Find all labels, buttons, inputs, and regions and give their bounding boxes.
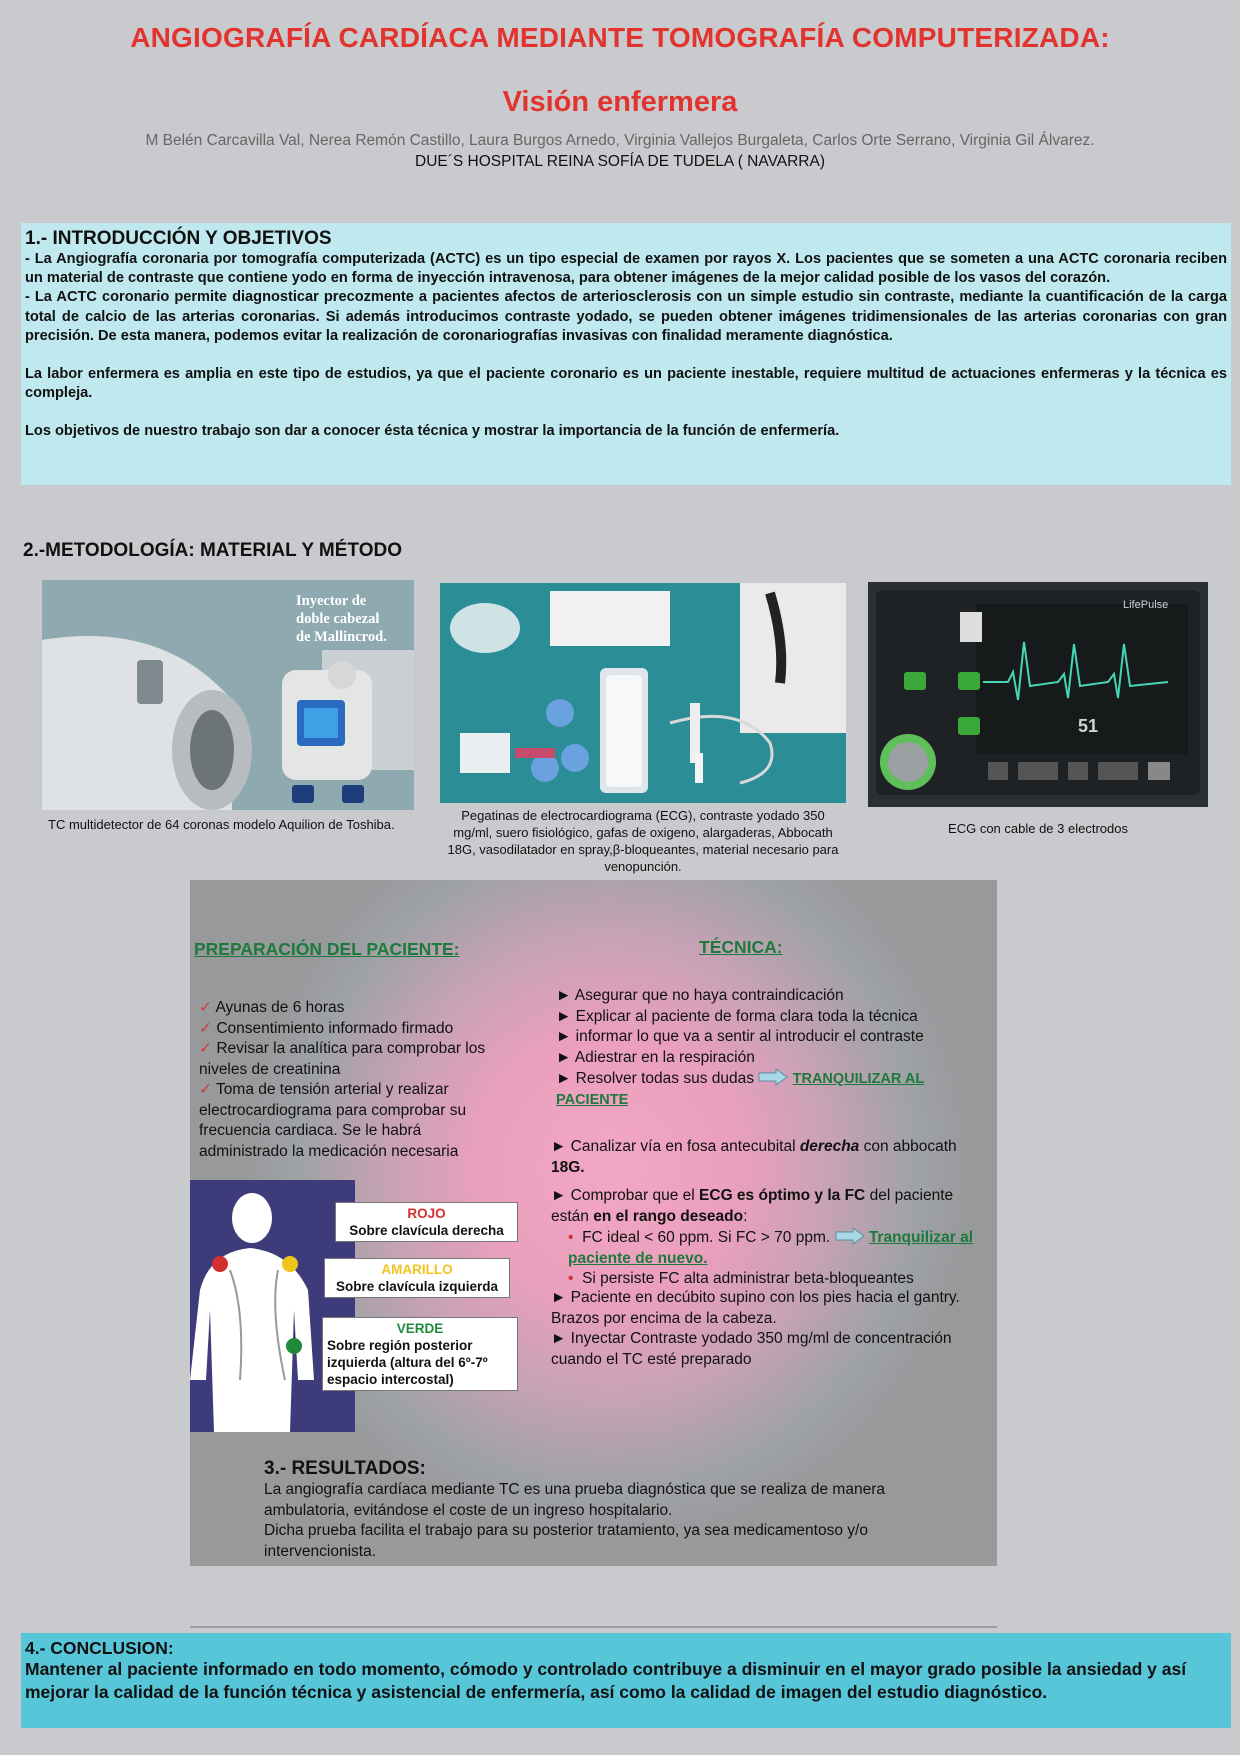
calm-patient-link: TRANQUILIZAR AL PACIENTE xyxy=(556,1071,925,1108)
technique-item: ► Inyectar Contraste yodado 350 mg/ml de concentración cuando el TC esté preparado xyxy=(551,1330,952,1368)
intro-paragraph-4: Los objetivos de nuestro trabajo son dar a conocer ésta técnica y mostrar la importancia de la función de enfermería. xyxy=(25,423,840,440)
check-icon: ✓ xyxy=(199,1019,212,1037)
check-icon: ✓ xyxy=(199,1081,212,1098)
poster-title: ANGIOGRAFÍA CARDÍACA MEDIANTE TOMOGRAFÍA COMPUTERIZADA: xyxy=(130,22,1110,53)
technique-item: ► Explicar al paciente de forma clara toda la técnica xyxy=(556,1007,918,1025)
technique-final xyxy=(551,1288,996,1370)
technique-list xyxy=(556,986,976,1110)
fc-list xyxy=(568,1227,988,1290)
green-electrode-icon xyxy=(286,1338,302,1354)
ecg-monitor-illustration xyxy=(868,582,1208,807)
preparation-heading: PREPARACIÓN DEL PACIENTE: xyxy=(194,939,460,959)
materials-photo xyxy=(440,583,846,803)
preparation-item: ✓ Revisar la analítica para comprobar los niveles de creatinina xyxy=(199,1040,486,1078)
fc-item: • FC ideal < 60 ppm. Si FC > 70 ppm. Tranquilizar al paciente de nuevo. xyxy=(568,1229,974,1267)
injector-overlay-label xyxy=(296,592,387,646)
results-paragraph-2: Dicha prueba facilita el trabajo para su posterior tratamiento, ya sea medicamentoso y/o intervencionista. xyxy=(264,1522,868,1560)
ecg-monitor-photo xyxy=(868,582,1208,807)
intro-section xyxy=(21,223,1231,485)
torso-icon xyxy=(190,1180,355,1432)
overlay-line-1: Inyector de xyxy=(296,593,367,609)
overlay-line-3: de Mallincrod. xyxy=(296,629,387,645)
electrode-color-name: VERDE xyxy=(396,1321,444,1336)
heart-rate-readout: 51 xyxy=(1078,716,1099,736)
technique-item: ► Asegurar que no haya contraindicación xyxy=(556,987,844,1004)
hospital: DUE´S HOSPITAL REINA SOFÍA DE TUDELA ( NAVARRA) xyxy=(415,153,825,170)
technique-item: ► Resolver todas sus dudas TRANQUILIZAR AL PACIENTE xyxy=(556,1070,925,1108)
ct-scanner-caption: TC multidetector de 64 coronas modelo Aquilion de Toshiba. xyxy=(48,817,395,832)
preparation-list xyxy=(199,998,499,1162)
red-electrode-icon xyxy=(212,1256,228,1272)
technique-item: ► Paciente en decúbito supino con los pies hacia el gantry. Brazos por encima de la cabeza. xyxy=(551,1289,960,1327)
technique-item: ► Adiestrar en la respiración xyxy=(556,1048,755,1066)
overlay-line-2: doble cabezal xyxy=(296,611,380,627)
conclusion-heading: 4.- CONCLUSION: xyxy=(25,1638,174,1658)
calm-again-link: Tranquilizar al paciente de nuevo. xyxy=(568,1229,974,1267)
right-arrow-icon xyxy=(835,1227,865,1245)
materials-illustration xyxy=(440,583,846,803)
electrode-label-green xyxy=(322,1317,518,1391)
yellow-electrode-icon xyxy=(282,1256,298,1272)
intro-heading: 1.- INTRODUCCIÓN Y OBJETIVOS xyxy=(25,228,332,249)
check-icon: ✓ xyxy=(199,999,212,1016)
electrode-body-figure xyxy=(190,1180,355,1432)
check-icon: ✓ xyxy=(199,1040,212,1057)
results-section xyxy=(264,1458,924,1562)
electrode-desc: Sobre clavícula derecha xyxy=(349,1223,504,1238)
preparation-item: ✓ Consentimiento informado firmado xyxy=(199,1019,454,1037)
method-heading: 2.-METODOLOGÍA: MATERIAL Y MÉTODO xyxy=(23,540,402,561)
intro-paragraph-1: - La Angiografía coronaria por tomografía computerizada (ACTC) es un tipo especial de examen por rayos X. Los pacientes que se someten a una ACTC coronaria reciben un material de contraste que contiene yodo en forma de inyección intravenosa, para obtener imágenes de la mejor calidad posible de los vasos del corazón. xyxy=(25,251,1227,287)
conclusion-section xyxy=(21,1633,1231,1728)
intro-paragraph-2: - La ACTC coronario permite diagnosticar precozmente a pacientes afectos de arteriosclerosis con un simple estudio sin contraste, mediante la cuantificación de la carga total de calcio de las arterias coronarias. Si además introducimos contraste yodado, se pueden obtener imágenes tridimensionales de las arterias coronarias con gran precisión. De esta manera, podemos evitar la realización de coronariografías invasivas con finalidad meramente diagnóstica. xyxy=(25,289,1227,344)
divider xyxy=(190,1626,997,1628)
ecg-monitor-caption: ECG con cable de 3 electrodos xyxy=(948,821,1128,836)
ct-scanner-photo xyxy=(42,580,414,810)
technique-heading: TÉCNICA: xyxy=(699,937,783,957)
technique-check: ► Comprobar que el ECG es óptimo y la FC del paciente están en el rango deseado: xyxy=(551,1187,954,1225)
results-heading: 3.- RESULTADOS: xyxy=(264,1458,426,1479)
electrode-desc: Sobre región posterior izquierda (altura del 6º-7º espacio intercostal) xyxy=(327,1338,488,1387)
right-arrow-icon xyxy=(758,1068,788,1086)
electrode-label-yellow xyxy=(324,1258,510,1298)
electrode-color-name: AMARILLO xyxy=(381,1262,453,1277)
authors: M Belén Carcavilla Val, Nerea Remón Castillo, Laura Burgos Arnedo, Virginia Vallejos Burgaleta, Carlos Orte Serrano, Virginia Gil Álvarez. xyxy=(145,132,1095,149)
preparation-item: ✓ Toma de tensión arterial y realizar electrocardiograma para comprobar su frecuencia cardiaca. Se le habrá administrado la medicación necesaria xyxy=(199,1081,467,1160)
preparation-item: ✓ Ayunas de 6 horas xyxy=(199,999,345,1016)
electrode-desc: Sobre clavícula izquierda xyxy=(335,1279,499,1294)
electrode-color-name: ROJO xyxy=(407,1206,446,1221)
intro-paragraph-3: La labor enfermera es amplia en este tipo de estudios, ya que el paciente coronario es un paciente inestable, requiere multitud de actuaciones enfermeras y la técnica es compleja. xyxy=(25,366,1227,402)
poster-subtitle: Visión enfermera xyxy=(502,86,738,118)
materials-caption: Pegatinas de electrocardiograma (ECG), contraste yodado 350 mg/ml, suero fisiológico, gafas de oxigeno, alargaderas, Abbocath 18G, vasodilatador en spray,β-bloqueantes, material necesario para venopunción. xyxy=(447,808,839,874)
results-paragraph-1: La angiografía cardíaca mediante TC es una prueba diagnóstica que se realiza de manera ambulatoria, evitándose el coste de un ingreso hospitalario. xyxy=(264,1481,885,1519)
technique-item: ► informar lo que va a sentir al introducir el contraste xyxy=(556,1028,924,1045)
electrode-label-red xyxy=(335,1202,518,1242)
monitor-brand: LifePulse xyxy=(1123,599,1169,611)
technique-canal: ► Canalizar vía en fosa antecubital derecha con abbocath 18G. xyxy=(551,1138,957,1176)
conclusion-text: Mantener al paciente informado en todo momento, cómodo y controlado contribuye a disminuir en el mayor grado posible la ansiedad y así mejorar la calidad de la función técnica y asistencial de enfermería, así como la calidad de imagen del estudio diagnóstico. xyxy=(25,1659,1187,1702)
fc-item: • Si persiste FC alta administrar beta-bloqueantes xyxy=(568,1270,914,1287)
